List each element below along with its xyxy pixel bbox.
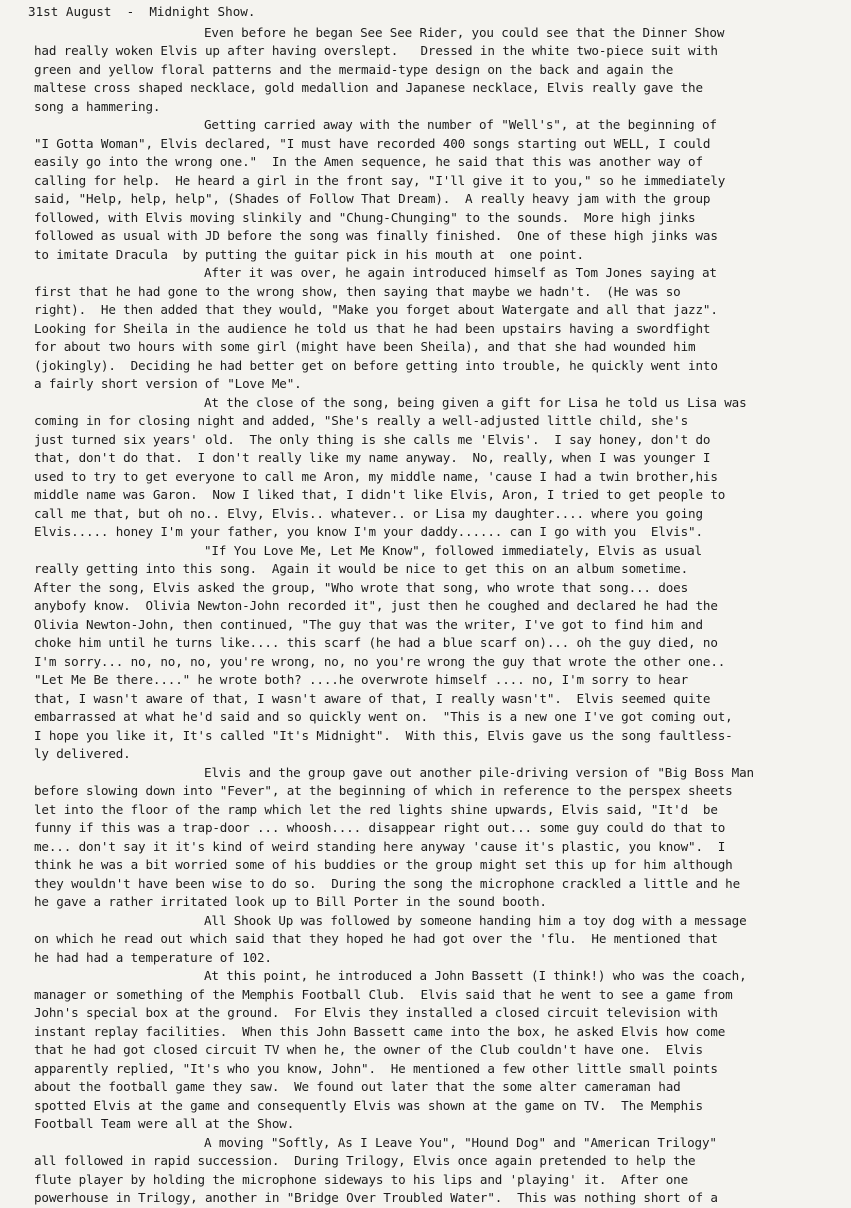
text-line: I'm sorry... no, no, no, you're wrong, no, no you're wrong the guy that wrote the other one.. <box>34 653 726 669</box>
text-line: Olivia Newton-John, then continued, "The guy that was the writer, I've got to find him and <box>34 616 703 632</box>
text-line: about the football game they saw. We found out later that the some alter cameraman had <box>34 1079 681 1094</box>
text-line: song a hammering. <box>34 98 161 114</box>
text-line: first that he had gone to the wrong show, then saying that maybe we hadn't. (He was so <box>34 283 681 299</box>
text-line: I hope you like it, It's called "It's Midnight". With this, Elvis gave us the song faultless- <box>34 727 733 743</box>
text-line: All Shook Up was followed by someone handing him a toy dog with a message <box>204 912 747 928</box>
paragraph <box>34 24 843 117</box>
text-line: call me that, but oh no.. Elvy, Elvis.. whatever.. or Lisa my daughter.... where you going <box>34 505 703 521</box>
text-line: After it was over, he again introduced himself as Tom Jones saying at <box>204 265 717 280</box>
paragraph <box>34 1134 843 1208</box>
text-line: A moving "Softly, As I Leave You", "Hound Dog" and "American Trilogy" <box>204 1134 717 1150</box>
text-line: powerhouse in Trilogy, another in "Bridge Over Troubled Water". This was nothing short of a <box>34 1190 718 1205</box>
text-line: instant replay facilities. When this John Bassett came into the box, he asked Elvis how come <box>34 1023 726 1039</box>
text-line: choke him until he turns like.... this scarf (he had a blue scarf on)... oh the guy died, no <box>34 635 718 650</box>
text-line: Getting carried away with the number of "Well's", at the beginning of <box>204 117 717 132</box>
text-line: apparently replied, "It's who you know, John". He mentioned a few other little small points <box>34 1060 718 1076</box>
text-line: "I Gotta Woman", Elvis declared, "I must have recorded 400 songs starting out WELL, I could <box>34 135 711 151</box>
text-line: followed, with Elvis moving slinkily and "Chung-Chunging" to the sounds. More high jinks <box>34 209 696 225</box>
paragraph <box>34 912 843 968</box>
paragraph <box>34 394 843 542</box>
text-line: to imitate Dracula by putting the guitar pick in his mouth at one point. <box>34 246 584 262</box>
text-line: At the close of the song, being given a gift for Lisa he told us Lisa was <box>204 394 747 410</box>
text-line: middle name was Garon. Now I liked that, I didn't like Elvis, Aron, I tried to get people to <box>34 487 726 502</box>
text-line: let into the floor of the ramp which let the red lights shine upwards, Elvis said, "It'd be <box>34 801 718 817</box>
text-line: really getting into this song. Again it would be nice to get this on an album sometime. <box>34 561 689 576</box>
text-line: After the song, Elvis asked the group, "Who wrote that song, who wrote that song... does <box>34 579 689 595</box>
text-line: just turned six years' old. The only thing is she calls me 'Elvis'. I say honey, don't do <box>34 431 711 447</box>
text-line: Elvis and the group gave out another pile-driving version of "Big Boss Man <box>204 764 754 780</box>
text-line: that he had got closed circuit TV when he, the owner of the Club couldn't have one. Elvis <box>34 1042 703 1057</box>
text-line: "Let Me Be there...." he wrote both? ....he overwrote himself .... no, I'm sorry to hear <box>34 672 689 687</box>
text-line: he gave a rather irritated look up to Bill Porter in the sound booth. <box>34 894 547 909</box>
text-line: maltese cross shaped necklace, gold medallion and Japanese necklace, Elvis really gave the <box>34 80 703 95</box>
text-line: anybofy know. Olivia Newton-John recorded it", just then he coughed and declared he had the <box>34 598 718 613</box>
paragraph <box>34 764 843 912</box>
text-line: followed as usual with JD before the song was finally finished. One of these high jinks was <box>34 228 718 243</box>
text-line: Looking for Sheila in the audience he told us that he had been upstairs having a swordfight <box>34 320 711 336</box>
text-line: (jokingly). Deciding he had better get on before getting into trouble, he quickly went into <box>34 357 718 373</box>
text-line: embarrassed at what he'd said and so quickly went on. "This is a new one I've got coming out, <box>34 709 733 724</box>
text-line: that, don't do that. I don't really like my name anyway. No, really, when I was younger I <box>34 450 711 465</box>
text-line: green and yellow floral patterns and the mermaid-type design on the back and again the <box>34 61 674 77</box>
text-line: they wouldn't have been wise to do so. During the song the microphone crackled a little and he <box>34 875 741 891</box>
text-line: flute player by holding the microphone sideways to his lips and 'playing' it. After one <box>34 1171 689 1187</box>
paragraph <box>34 542 843 764</box>
text-line: ly delivered. <box>34 746 131 761</box>
text-line: coming in for closing night and added, "She's really a well-adjusted little child, she's <box>34 413 689 428</box>
text-line: me... don't say it it's kind of weird standing here anyway 'cause it's plastic, you know". I <box>34 838 726 854</box>
text-line: funny if this was a trap-door ... whoosh.... disappear right out... some guy could do that to <box>34 820 726 835</box>
text-line: "If You Love Me, Let Me Know", followed immediately, Elvis as usual <box>204 542 702 558</box>
paragraph <box>34 967 843 1134</box>
text-line: Even before he began See See Rider, you could see that the Dinner Show <box>204 24 725 40</box>
text-line: had really woken Elvis up after having overslept. Dressed in the white two-piece suit with <box>34 43 718 58</box>
text-line: At this point, he introduced a John Bassett (I think!) who was the coach, <box>204 968 747 983</box>
text-line: Elvis..... honey I'm your father, you know I'm your daddy...... can I go with you Elvis". <box>34 524 703 539</box>
text-line: John's special box at the ground. For Elvis they installed a closed circuit television with <box>34 1005 718 1020</box>
page-heading: 31st August - Midnight Show. <box>28 4 256 19</box>
paragraph <box>34 116 843 264</box>
text-line: all followed in rapid succession. During Trilogy, Elvis once again pretended to help the <box>34 1153 696 1168</box>
text-line: right). He then added that they would, "Make you forget about Watergate and all that jazz". <box>34 302 718 317</box>
text-line: used to try to get everyone to call me Aron, my middle name, 'cause I had a twin brother,his <box>34 468 718 484</box>
text-line: before slowing down into "Fever", at the beginning of which in reference to the perspex sheets <box>34 783 733 798</box>
text-line: for about two hours with some girl (might have been Sheila), and that she had wounded him <box>34 339 696 354</box>
text-line: that, I wasn't aware of that, I wasn't aware of that, I really wasn't". Elvis seemed quite <box>34 690 711 706</box>
text-line: manager or something of the Memphis Football Club. Elvis said that he went to see a game from <box>34 986 733 1002</box>
text-line: spotted Elvis at the game and consequently Elvis was shown at the game on TV. The Memphis <box>34 1097 703 1113</box>
text-line: on which he read out which said that they hoped he had got over the 'flu. He mentioned that <box>34 931 718 946</box>
text-line: Football Team were all at the Show. <box>34 1116 295 1131</box>
text-line: said, "Help, help, help", (Shades of Follow That Dream). A really heavy jam with the group <box>34 191 711 206</box>
paragraph <box>34 264 843 394</box>
text-line: he had had a temperature of 102. <box>34 949 272 965</box>
text-line: think he was a bit worried some of his buddies or the group might set this up for him although <box>34 857 733 872</box>
text-line: a fairly short version of "Love Me". <box>34 376 302 391</box>
text-line: easily go into the wrong one." In the Amen sequence, he said that this was another way of <box>34 154 703 169</box>
text-line: calling for help. He heard a girl in the front say, "I'll give it to you," so he immediately <box>34 172 726 188</box>
body-text <box>34 24 843 1208</box>
